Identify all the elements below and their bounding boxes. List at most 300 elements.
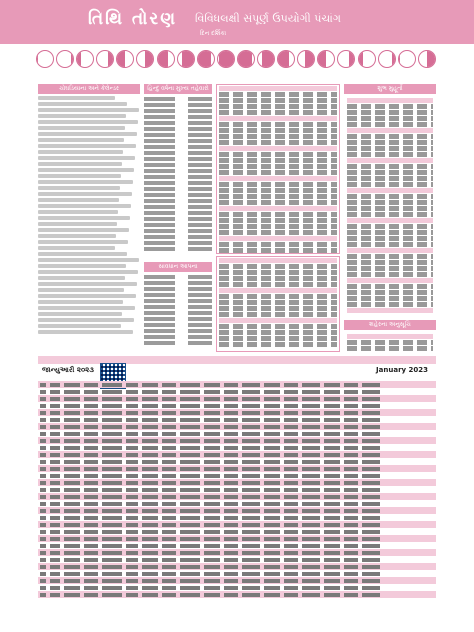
calendar-cell [324,593,340,597]
grid-line [219,146,337,151]
calendar-cell [362,516,380,520]
calendar-cell [284,572,298,576]
calendar-cell [50,425,60,429]
calendar-cell [362,390,380,394]
calendar-cell [242,544,260,548]
calendar-cell [102,558,122,562]
text-line [38,114,126,118]
moon-icon [36,50,54,68]
calendar-cell [50,481,60,485]
calendar-row [38,521,436,528]
grid-line [347,164,433,169]
calendar-cell [224,390,238,394]
list-cell [144,127,175,131]
panchang-grid-top [216,84,340,254]
list-cell [144,329,175,333]
festival-list [144,96,212,256]
calendar-cell [302,460,320,464]
calendar-cell [264,453,280,457]
grid-line [219,282,337,287]
calendar-cell [344,481,358,485]
calendar-cell [180,411,200,415]
calendar-cell [84,530,98,534]
calendar-cell [40,474,46,478]
calendar-cell [84,586,98,590]
moon-phase-row [36,50,436,72]
calendar-cell [142,495,158,499]
calendar-cell [302,572,320,576]
calendar-cell [50,565,60,569]
calendar-cell [324,530,340,534]
calendar-cell [50,488,60,492]
calendar-cell [142,467,158,471]
grid-line [347,104,433,109]
calendar-cell [180,593,200,597]
calendar-cell [362,411,380,415]
list-cell [188,229,212,233]
calendar-cell [344,404,358,408]
calendar-cell [264,488,280,492]
calendar-cell [102,383,122,387]
calendar-cell [324,418,340,422]
calendar-cell [64,460,80,464]
calendar-cell [224,530,238,534]
section-head-bottom-middle: સાવધાન આપના [144,262,212,272]
calendar-cell [264,474,280,478]
list-cell [188,211,212,215]
grid-line [219,170,337,175]
calendar-cell [180,516,200,520]
text-line [38,150,123,154]
list-cell [144,323,175,327]
calendar-cell [264,530,280,534]
text-line [38,282,137,286]
grid-line [219,276,337,281]
calendar-cell [204,453,220,457]
calendar-cell [64,488,80,492]
calendar-cell [50,558,60,562]
calendar-cell [126,397,138,401]
calendar-cell [64,530,80,534]
calendar-cell [224,474,238,478]
calendar-cell [284,586,298,590]
grid-line [347,278,433,283]
calendar-row [38,409,436,416]
calendar-cell [40,453,46,457]
calendar-cell [162,593,176,597]
calendar-cell [84,572,98,576]
calendar-cell [162,488,176,492]
calendar-cell [102,425,122,429]
list-cell [144,115,175,119]
calendar-cell [224,551,238,555]
calendar-cell [40,558,46,562]
grid-line [347,146,433,151]
calendar-cell [40,383,46,387]
grid-line [347,170,433,175]
moon-icon [358,50,376,68]
calendar-cell [180,439,200,443]
calendar-cell [242,446,260,450]
grid-line [347,158,433,163]
calendar-cell [204,565,220,569]
calendar-cell [50,418,60,422]
text-line [38,264,126,268]
list-row [144,323,212,328]
calendar-cell [204,558,220,562]
text-line [38,96,115,100]
calendar-cell [84,418,98,422]
grid-line [219,200,337,205]
moon-icon [76,50,94,68]
list-row [144,299,212,304]
calendar-cell [50,516,60,520]
calendar-cell [102,460,122,464]
calendar-cell [242,460,260,464]
moon-shade [305,51,314,67]
moon-shade [71,51,73,67]
calendar-cell [264,586,280,590]
calendar-cell [84,502,98,506]
list-cell [188,247,212,251]
calendar-cell [224,460,238,464]
calendar-cell [204,551,220,555]
calendar-cell [180,502,200,506]
calendar-cell [84,397,98,401]
calendar-cell [324,467,340,471]
calendar-cell [162,432,176,436]
list-cell [144,145,175,149]
list-cell [188,163,212,167]
list-row [144,293,212,298]
calendar-cell [40,530,46,534]
calendar-cell [64,453,80,457]
calendar-cell [264,579,280,583]
grid-line [219,86,337,91]
list-row [144,275,212,280]
calendar-cell [264,516,280,520]
calendar-row [38,416,436,423]
calendar-cell [50,439,60,443]
grid-line [219,128,337,133]
calendar-cell [324,537,340,541]
moon-shade [158,51,168,67]
list-cell [188,115,212,119]
calendar-cell [362,481,380,485]
grid-line [219,98,337,103]
calendar-cell [84,537,98,541]
calendar-row [38,584,436,591]
grid-line [347,230,433,235]
calendar-cell [224,418,238,422]
calendar-cell [264,446,280,450]
calendar-cell [344,544,358,548]
calendar-cell [180,523,200,527]
calendar-cell [180,467,200,471]
calendar-cell [50,579,60,583]
calendar-cell [344,586,358,590]
calendar-cell [242,586,260,590]
calendar-cell [64,509,80,513]
calendar-cell [362,488,380,492]
list-cell [144,109,175,113]
calendar-cell [162,481,176,485]
calendar-cell [284,565,298,569]
moon-icon [217,50,235,68]
grid-line [347,254,433,259]
calendar-cell [64,383,80,387]
calendar-cell [224,544,238,548]
list-cell [144,133,175,137]
calendar-cell [204,383,220,387]
list-cell [144,317,175,321]
calendar-row [38,465,436,472]
calendar-cell [64,397,80,401]
list-row [144,151,212,156]
grid-line [347,98,433,103]
calendar-cell [362,467,380,471]
calendar-cell [344,516,358,520]
grid-line [219,258,337,263]
calendar-cell [180,530,200,534]
calendar-cell [204,390,220,394]
calendar-cell [204,488,220,492]
grid-line [219,134,337,139]
moon-shade [77,51,81,67]
grid-line [219,242,337,247]
calendar-cell [84,453,98,457]
grid-line [347,248,433,253]
calendar-cell [344,439,358,443]
grid-line [219,140,337,145]
moon-icon [237,50,255,68]
list-row [144,305,212,310]
grid-line [219,152,337,157]
calendar-cell [204,495,220,499]
calendar-cell [40,586,46,590]
calendar-cell [204,467,220,471]
calendar-cell [142,586,158,590]
grid-line [219,212,337,217]
calendar-cell [50,446,60,450]
list-cell [144,205,175,209]
calendar-cell [264,551,280,555]
calendar-row [38,479,436,486]
calendar-cell [102,502,122,506]
calendar-cell [142,460,158,464]
list-cell [188,169,212,173]
calendar-cell [224,558,238,562]
calendar-cell [224,425,238,429]
grid-line [347,200,433,205]
calendar-cell [126,495,138,499]
calendar-cell [126,411,138,415]
calendar-cell [242,537,260,541]
calendar-cell [142,537,158,541]
calendar-cell [284,397,298,401]
calendar-cell [102,509,122,513]
calendar-cell [50,495,60,499]
calendar-cell [242,411,260,415]
calendar-cell [302,481,320,485]
calendar-cell [224,579,238,583]
calendar-row [38,430,436,437]
calendar-cell [126,383,138,387]
moon-shade [238,51,252,67]
calendar-cell [84,488,98,492]
calendar-cell [40,467,46,471]
calendar-row [38,507,436,514]
grid-line [347,110,433,115]
list-row [144,97,212,102]
text-line [38,192,132,196]
calendar-cell [180,383,200,387]
calendar-cell [264,390,280,394]
calendar-cell [84,439,98,443]
calendar-cell [302,509,320,513]
grid-line [347,122,433,127]
calendar-cell [224,432,238,436]
list-cell [144,247,175,251]
list-cell [144,341,175,345]
calendar-cell [324,565,340,569]
calendar-cell [180,565,200,569]
list-cell [144,121,175,125]
calendar-cell [362,544,380,548]
calendar-cell [50,586,60,590]
calendar-cell [180,558,200,562]
calendar-cell [224,586,238,590]
calendar-cell [362,425,380,429]
grid-line [219,164,337,169]
calendar-row [38,577,436,584]
calendar-row [38,395,436,402]
calendar-cell [242,404,260,408]
calendar-cell [224,467,238,471]
moon-shade [359,51,363,67]
list-cell [144,139,175,143]
list-cell [144,169,175,173]
calendar-cell [204,460,220,464]
calendar-cell [362,404,380,408]
calendar-cell [40,397,46,401]
calendar-cell [64,558,80,562]
grid-line [347,236,433,241]
calendar-cell [302,544,320,548]
calendar-cell [126,418,138,422]
calendar-cell [126,467,138,471]
calendar-cell [284,537,298,541]
calendar-cell [324,432,340,436]
grid-line [347,296,433,301]
calendar-row [38,549,436,556]
calendar-cell [84,551,98,555]
list-cell [188,205,212,209]
calendar-cell [142,551,158,555]
calendar-cell [126,579,138,583]
text-line [38,312,122,316]
calendar-cell [126,439,138,443]
list-row [144,139,212,144]
calendar-cell [180,404,200,408]
calendar-cell [242,579,260,583]
calendar-cell [126,425,138,429]
list-cell [188,157,212,161]
calendar-cell [84,390,98,394]
text-line [38,120,138,124]
calendar-cell [344,565,358,569]
calendar-cell [126,523,138,527]
calendar-cell [242,502,260,506]
section-head-bottom-right: શહેરના અનુસૂચિ [344,320,436,330]
calendar-cell [324,495,340,499]
calendar-cell [64,544,80,548]
list-row [144,223,212,228]
calendar-cell [302,453,320,457]
list-cell [144,163,175,167]
calendar-cell [64,551,80,555]
list-cell [188,181,212,185]
calendar-cell [162,418,176,422]
list-cell [144,211,175,215]
calendar-cell [302,446,320,450]
text-line [38,132,137,136]
calendar-cell [162,586,176,590]
calendar-cell [126,544,138,548]
calendar-cell [242,425,260,429]
calendar-cell [362,453,380,457]
moon-icon [136,50,154,68]
calendar-cell [84,425,98,429]
list-cell [188,329,212,333]
grid-line [219,230,337,235]
calendar-cell [264,495,280,499]
text-line [38,276,125,280]
calendar-cell [126,432,138,436]
calendar-cell [344,551,358,555]
text-line [38,288,124,292]
list-cell [144,217,175,221]
calendar-cell [40,460,46,464]
calendar-cell [64,523,80,527]
calendar-cell [224,488,238,492]
header-banner [0,0,474,44]
calendar-cell [324,523,340,527]
list-cell [188,241,212,245]
grid-line [219,92,337,97]
calendar-cell [162,572,176,576]
calendar-cell [224,404,238,408]
calendar-cell [284,509,298,513]
calendar-month-english: January 2023 [376,366,428,374]
list-cell [144,103,175,107]
list-cell [188,109,212,113]
calendar-cell [162,404,176,408]
list-cell [144,235,175,239]
grid-line [347,340,433,345]
calendar-cell [242,530,260,534]
calendar-cell [84,509,98,513]
calendar-cell [126,509,138,513]
calendar-cell [102,439,122,443]
calendar-cell [40,488,46,492]
calendar-cell [142,565,158,569]
list-cell [144,311,175,315]
calendar-cell [84,411,98,415]
list-row [144,157,212,162]
calendar-cell [264,432,280,436]
calendar-cell [324,488,340,492]
